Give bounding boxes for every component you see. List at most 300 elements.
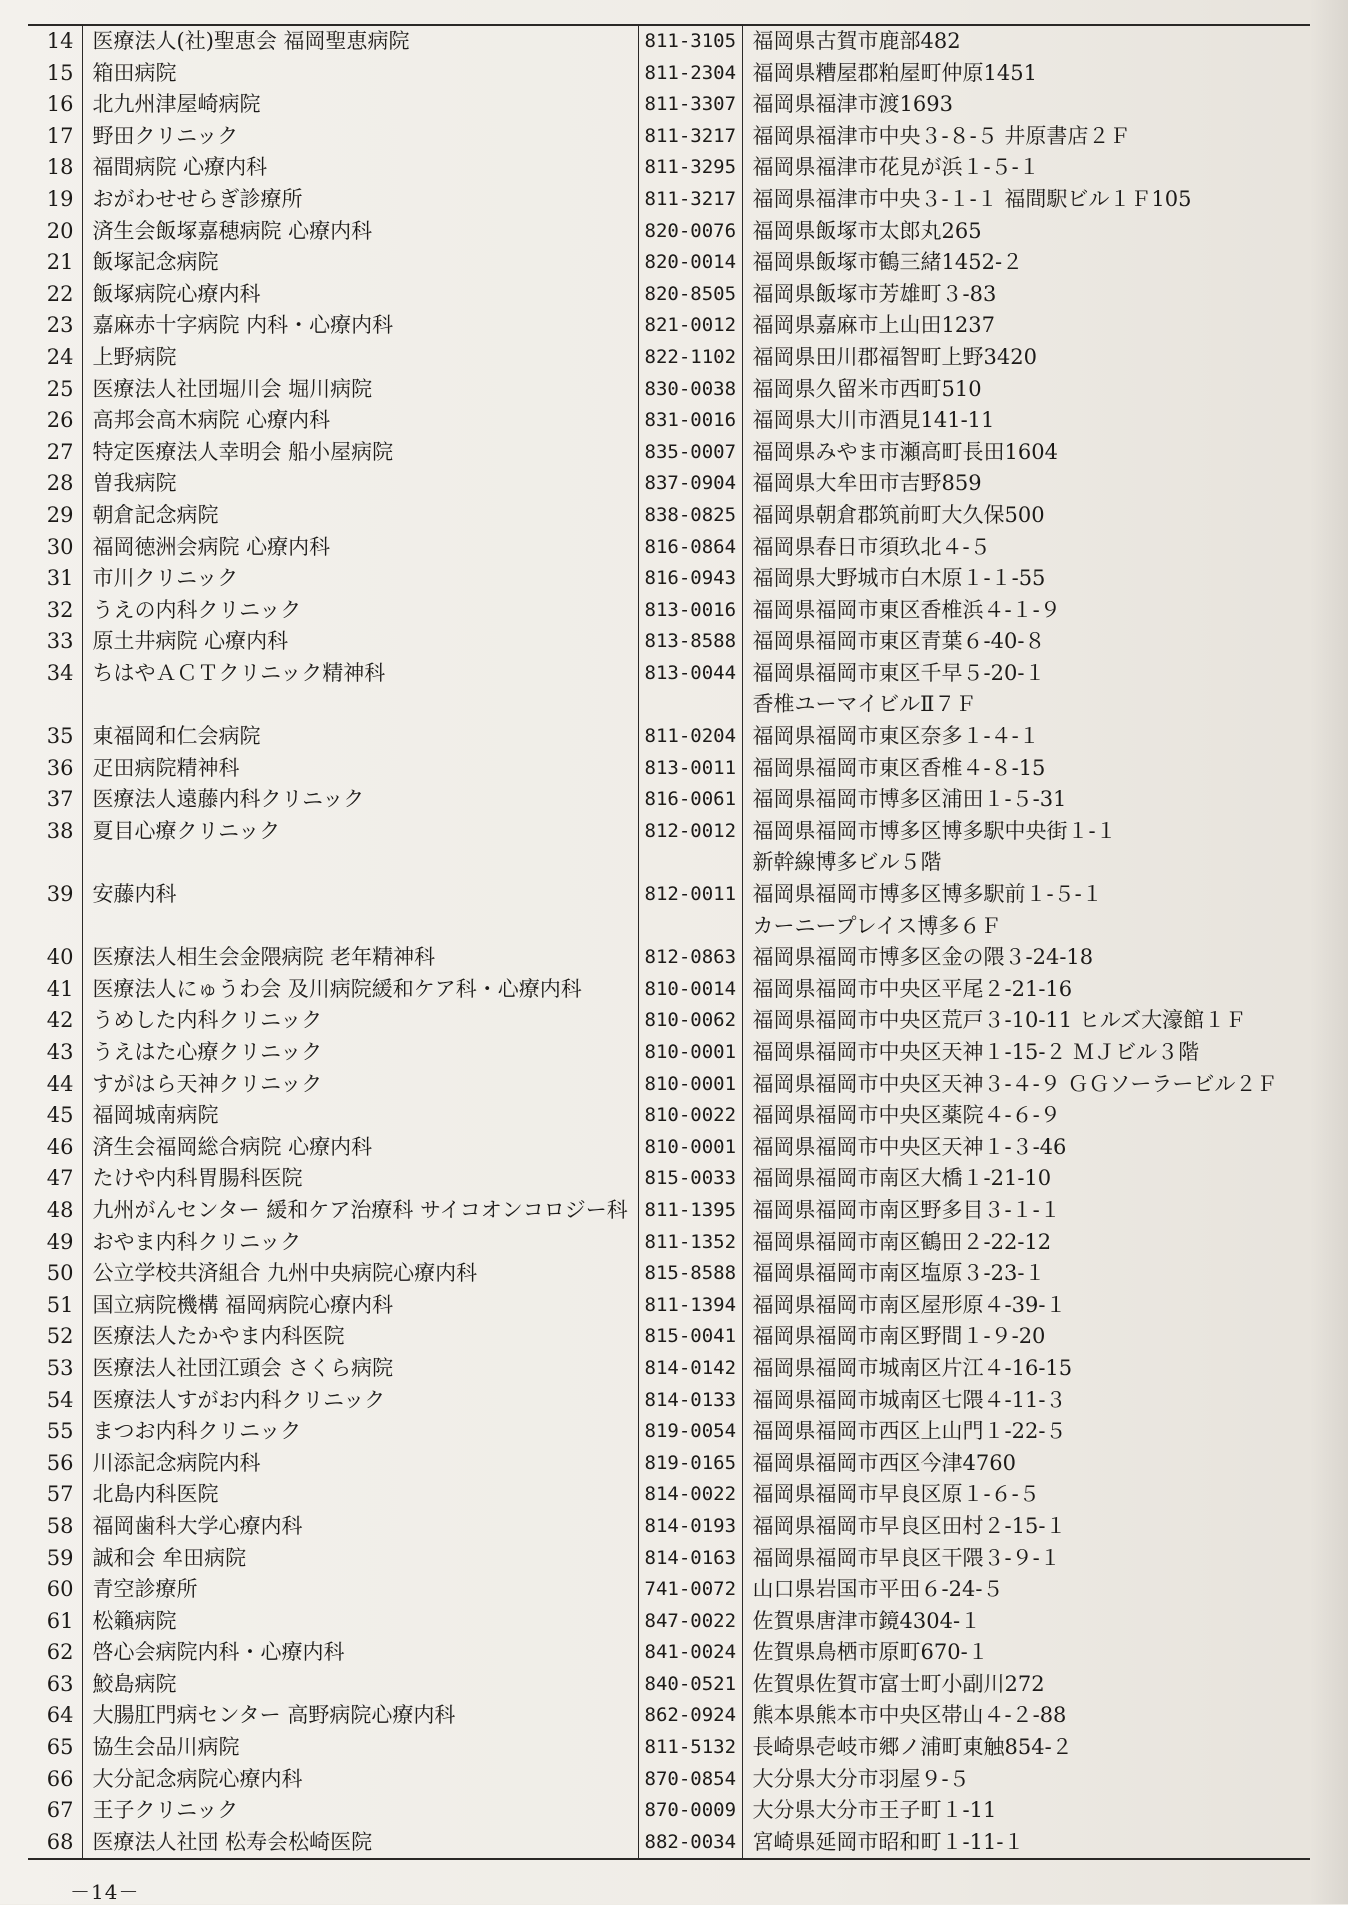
postal-code: 815-0033 bbox=[638, 1163, 742, 1195]
address bbox=[742, 1163, 1310, 1195]
address bbox=[742, 468, 1310, 500]
table-row bbox=[28, 247, 1310, 279]
table-row bbox=[28, 184, 1310, 216]
row-number: 20 bbox=[28, 216, 82, 248]
clinic-name: 原土井病院 心療内科 bbox=[82, 626, 638, 658]
row-number: 48 bbox=[28, 1195, 82, 1227]
table-row bbox=[28, 1416, 1310, 1448]
address-line-1: 福岡県福岡市早良区田村２-15-１ bbox=[752, 1513, 1067, 1538]
address bbox=[742, 1321, 1310, 1353]
address bbox=[742, 532, 1310, 564]
clinic-name: 市川クリニック bbox=[82, 563, 638, 595]
clinic-name: 野田クリニック bbox=[82, 121, 638, 153]
postal-code: 870-0009 bbox=[638, 1795, 742, 1827]
address-line-1: 福岡県福岡市中央区平尾２-21-16 bbox=[752, 976, 1073, 1001]
address-line-1: 長崎県壱岐市郷ノ浦町東触854-２ bbox=[752, 1735, 1073, 1760]
clinic-name: 福岡歯科大学心療内科 bbox=[82, 1511, 638, 1543]
row-number: 30 bbox=[28, 532, 82, 564]
clinic-name: 松籟病院 bbox=[82, 1606, 638, 1638]
postal-code: 822-1102 bbox=[638, 342, 742, 374]
address-line-1: 福岡県糟屋郡粕屋町仲原1451 bbox=[752, 60, 1037, 85]
table-row bbox=[28, 595, 1310, 627]
address bbox=[742, 89, 1310, 121]
clinic-name: 誠和会 牟田病院 bbox=[82, 1543, 638, 1575]
address-line-1: 福岡県福岡市中央区天神３-４-９ ＧＧソーラービル２Ｆ bbox=[752, 1071, 1278, 1096]
postal-code: 830-0038 bbox=[638, 374, 742, 406]
address bbox=[742, 563, 1310, 595]
postal-code: 811-1394 bbox=[638, 1290, 742, 1322]
postal-code: 813-0044 bbox=[638, 658, 742, 721]
address-line-1: 福岡県飯塚市芳雄町３-83 bbox=[752, 281, 997, 306]
address-line-2: 新幹線博多ビル５階 bbox=[752, 850, 942, 875]
postal-code: 831-0016 bbox=[638, 405, 742, 437]
row-number: 51 bbox=[28, 1290, 82, 1322]
table-row bbox=[28, 374, 1310, 406]
row-number: 18 bbox=[28, 152, 82, 184]
address-line-1: 福岡県みやま市瀬高町長田1604 bbox=[752, 439, 1058, 464]
postal-code: 814-0142 bbox=[638, 1353, 742, 1385]
address-line-1: 福岡県福岡市博多区博多駅前１-５-１ bbox=[752, 882, 1103, 907]
address-line-1: 福岡県飯塚市太郎丸265 bbox=[752, 218, 982, 243]
clinic-name: 疋田病院精神科 bbox=[82, 753, 638, 785]
clinic-name: 川添記念病院内科 bbox=[82, 1448, 638, 1480]
address bbox=[742, 310, 1310, 342]
clinic-name: おやま内科クリニック bbox=[82, 1227, 638, 1259]
address bbox=[742, 279, 1310, 311]
address bbox=[742, 1669, 1310, 1701]
table-row bbox=[28, 1827, 1310, 1859]
clinic-name: 大分記念病院心療内科 bbox=[82, 1764, 638, 1796]
address-line-1: 福岡県福岡市南区野間１-９-20 bbox=[752, 1324, 1046, 1349]
address-line-1: 福岡県福岡市東区香椎４-８-15 bbox=[752, 755, 1046, 780]
address bbox=[742, 753, 1310, 785]
address bbox=[742, 626, 1310, 658]
table-row bbox=[28, 1353, 1310, 1385]
postal-code: 811-3307 bbox=[638, 89, 742, 121]
address-line-1: 福岡県福岡市博多区金の隈３-24-18 bbox=[752, 945, 1094, 970]
address-line-1: 福岡県春日市須玖北４-５ bbox=[752, 534, 991, 559]
address bbox=[742, 121, 1310, 153]
address-line-1: 福岡県福岡市東区香椎浜４-１-９ bbox=[752, 597, 1061, 622]
postal-code: 811-3217 bbox=[638, 121, 742, 153]
clinic-name: 嘉麻赤十字病院 内科・心療内科 bbox=[82, 310, 638, 342]
postal-code: 813-0016 bbox=[638, 595, 742, 627]
clinic-name: うえの内科クリニック bbox=[82, 595, 638, 627]
address bbox=[742, 1543, 1310, 1575]
clinic-name: 飯塚記念病院 bbox=[82, 247, 638, 279]
postal-code: 840-0521 bbox=[638, 1669, 742, 1701]
row-number: 31 bbox=[28, 563, 82, 595]
postal-code: 812-0863 bbox=[638, 942, 742, 974]
table-row bbox=[28, 1795, 1310, 1827]
clinic-name: 朝倉記念病院 bbox=[82, 500, 638, 532]
row-number: 45 bbox=[28, 1100, 82, 1132]
row-number: 54 bbox=[28, 1385, 82, 1417]
row-number: 59 bbox=[28, 1543, 82, 1575]
address bbox=[742, 658, 1310, 721]
clinic-name: 青空診療所 bbox=[82, 1574, 638, 1606]
postal-code: 862-0924 bbox=[638, 1700, 742, 1732]
table-row bbox=[28, 1700, 1310, 1732]
address-line-1: 福岡県福岡市南区大橋１-21-10 bbox=[752, 1166, 1052, 1191]
table-row bbox=[28, 405, 1310, 437]
table-row bbox=[28, 753, 1310, 785]
table-row bbox=[28, 974, 1310, 1006]
address bbox=[742, 1258, 1310, 1290]
postal-code: 819-0054 bbox=[638, 1416, 742, 1448]
address bbox=[742, 1606, 1310, 1638]
address-line-1: 福岡県福岡市城南区七隈４-11-３ bbox=[752, 1387, 1067, 1412]
postal-code: 811-1395 bbox=[638, 1195, 742, 1227]
table-row bbox=[28, 1100, 1310, 1132]
address bbox=[742, 1479, 1310, 1511]
address-line-1: 福岡県福津市中央３-８-５ 井原書店２Ｆ bbox=[752, 123, 1131, 148]
address-line-2: 香椎ユーマイビルⅡ７Ｆ bbox=[752, 692, 977, 717]
address-line-1: 福岡県福岡市南区鶴田２-22-12 bbox=[752, 1229, 1052, 1254]
table-row bbox=[28, 310, 1310, 342]
table-row bbox=[28, 89, 1310, 121]
clinic-name: 北九州津屋崎病院 bbox=[82, 89, 638, 121]
address bbox=[742, 974, 1310, 1006]
row-number: 52 bbox=[28, 1321, 82, 1353]
postal-code: 815-0041 bbox=[638, 1321, 742, 1353]
address-line-1: 福岡県福岡市博多区博多駅中央街１-１ bbox=[752, 818, 1117, 843]
clinic-name: 九州がんセンター 緩和ケア治療科 サイコオンコロジー科 bbox=[82, 1195, 638, 1227]
clinic-name: おがわせせらぎ診療所 bbox=[82, 184, 638, 216]
postal-code: 814-0133 bbox=[638, 1385, 742, 1417]
clinic-name: 東福岡和仁会病院 bbox=[82, 721, 638, 753]
postal-code: 870-0854 bbox=[638, 1764, 742, 1796]
postal-code: 837-0904 bbox=[638, 468, 742, 500]
table-row bbox=[28, 879, 1310, 942]
row-number: 21 bbox=[28, 247, 82, 279]
table-row bbox=[28, 1479, 1310, 1511]
row-number: 34 bbox=[28, 658, 82, 721]
address-line-1: 福岡県福岡市東区奈多１-４-１ bbox=[752, 724, 1040, 749]
clinic-name: 箱田病院 bbox=[82, 58, 638, 90]
clinic-name: 福間病院 心療内科 bbox=[82, 152, 638, 184]
row-number: 35 bbox=[28, 721, 82, 753]
address bbox=[742, 879, 1310, 942]
table-row bbox=[28, 1258, 1310, 1290]
table-row bbox=[28, 1574, 1310, 1606]
postal-code: 814-0163 bbox=[638, 1543, 742, 1575]
address bbox=[742, 152, 1310, 184]
row-number: 42 bbox=[28, 1005, 82, 1037]
postal-code: 814-0193 bbox=[638, 1511, 742, 1543]
row-number: 47 bbox=[28, 1163, 82, 1195]
row-number: 60 bbox=[28, 1574, 82, 1606]
table-row bbox=[28, 1321, 1310, 1353]
row-number: 40 bbox=[28, 942, 82, 974]
postal-code: 811-3295 bbox=[638, 152, 742, 184]
table-row bbox=[28, 1005, 1310, 1037]
clinic-table bbox=[28, 24, 1310, 1860]
address bbox=[742, 1764, 1310, 1796]
address-line-1: 佐賀県佐賀市富士町小副川272 bbox=[752, 1671, 1045, 1696]
address-line-1: 福岡県大川市酒見141-11 bbox=[752, 408, 995, 433]
address-line-1: 福岡県福岡市城南区片江４-16-15 bbox=[752, 1355, 1073, 1380]
table-row bbox=[28, 1511, 1310, 1543]
row-number: 27 bbox=[28, 437, 82, 469]
clinic-name: 特定医療法人幸明会 船小屋病院 bbox=[82, 437, 638, 469]
postal-code: 811-3105 bbox=[638, 26, 742, 58]
row-number: 49 bbox=[28, 1227, 82, 1259]
address bbox=[742, 500, 1310, 532]
address-line-1: 福岡県福岡市中央区天神１-15-２ ＭＪビル３階 bbox=[752, 1040, 1200, 1064]
postal-code: 811-0204 bbox=[638, 721, 742, 753]
clinic-name: 医療法人すがお内科クリニック bbox=[82, 1385, 638, 1417]
address bbox=[742, 1005, 1310, 1037]
address bbox=[742, 595, 1310, 627]
postal-code: 741-0072 bbox=[638, 1574, 742, 1606]
clinic-name: 医療法人社団 松寿会松崎医院 bbox=[82, 1827, 638, 1859]
table-row bbox=[28, 1606, 1310, 1638]
table-row bbox=[28, 1132, 1310, 1164]
postal-code: 816-0061 bbox=[638, 784, 742, 816]
clinic-name: 医療法人相生会金隈病院 老年精神科 bbox=[82, 942, 638, 974]
address bbox=[742, 1511, 1310, 1543]
address-line-1: 福岡県大牟田市吉野859 bbox=[752, 471, 982, 496]
row-number: 38 bbox=[28, 816, 82, 879]
table-row bbox=[28, 721, 1310, 753]
address bbox=[742, 374, 1310, 406]
table-row bbox=[28, 1069, 1310, 1101]
address-line-1: 福岡県福岡市博多区浦田１-５-31 bbox=[752, 787, 1067, 812]
clinic-name: 済生会飯塚嘉穂病院 心療内科 bbox=[82, 216, 638, 248]
address-line-1: 熊本県熊本市中央区帯山４-２-88 bbox=[752, 1703, 1067, 1728]
row-number: 26 bbox=[28, 405, 82, 437]
table-row bbox=[28, 152, 1310, 184]
clinic-name: 福岡徳洲会病院 心療内科 bbox=[82, 532, 638, 564]
row-number: 36 bbox=[28, 753, 82, 785]
clinic-name: 国立病院機構 福岡病院心療内科 bbox=[82, 1290, 638, 1322]
address-line-1: 福岡県福津市渡1693 bbox=[752, 92, 953, 117]
row-number: 37 bbox=[28, 784, 82, 816]
address bbox=[742, 1100, 1310, 1132]
postal-code: 882-0034 bbox=[638, 1827, 742, 1859]
clinic-name: 協生会品川病院 bbox=[82, 1732, 638, 1764]
postal-code: 835-0007 bbox=[638, 437, 742, 469]
row-number: 24 bbox=[28, 342, 82, 374]
row-number: 14 bbox=[28, 26, 82, 58]
row-number: 22 bbox=[28, 279, 82, 311]
clinic-name: すがはら天神クリニック bbox=[82, 1069, 638, 1101]
row-number: 17 bbox=[28, 121, 82, 153]
clinic-name: 大腸肛門病センター 高野病院心療内科 bbox=[82, 1700, 638, 1732]
postal-code: 815-8588 bbox=[638, 1258, 742, 1290]
address-line-1: 福岡県福岡市東区青葉６-40-８ bbox=[752, 629, 1046, 654]
postal-code: 816-0943 bbox=[638, 563, 742, 595]
address bbox=[742, 816, 1310, 879]
row-number: 25 bbox=[28, 374, 82, 406]
address bbox=[742, 1448, 1310, 1480]
address bbox=[742, 1195, 1310, 1227]
postal-code: 820-0076 bbox=[638, 216, 742, 248]
address-line-1: 大分県大分市羽屋９-５ bbox=[752, 1766, 970, 1791]
clinic-name: まつお内科クリニック bbox=[82, 1416, 638, 1448]
postal-code: 813-0011 bbox=[638, 753, 742, 785]
postal-code: 810-0062 bbox=[638, 1005, 742, 1037]
row-number: 61 bbox=[28, 1606, 82, 1638]
clinic-name: 医療法人(社)聖恵会 福岡聖恵病院 bbox=[82, 26, 638, 58]
clinic-name: 医療法人社団堀川会 堀川病院 bbox=[82, 374, 638, 406]
table-row bbox=[28, 26, 1310, 58]
address-line-1: 福岡県田川郡福智町上野3420 bbox=[752, 344, 1037, 369]
table-row bbox=[28, 532, 1310, 564]
address-line-1: 大分県大分市王子町１-11 bbox=[752, 1798, 997, 1823]
address-line-1: 福岡県福岡市南区屋形原４-39-１ bbox=[752, 1292, 1067, 1317]
address bbox=[742, 784, 1310, 816]
address-line-1: 宮崎県延岡市昭和町１-11-１ bbox=[752, 1829, 1025, 1854]
address-line-1: 福岡県古賀市鹿部482 bbox=[752, 29, 961, 53]
clinic-name: 医療法人遠藤内科クリニック bbox=[82, 784, 638, 816]
row-number: 41 bbox=[28, 974, 82, 1006]
postal-code: 841-0024 bbox=[638, 1637, 742, 1669]
postal-code: 812-0012 bbox=[638, 816, 742, 879]
address bbox=[742, 58, 1310, 90]
row-number: 68 bbox=[28, 1827, 82, 1859]
clinic-name: 高邦会高木病院 心療内科 bbox=[82, 405, 638, 437]
address bbox=[742, 721, 1310, 753]
address bbox=[742, 1416, 1310, 1448]
table-row bbox=[28, 784, 1310, 816]
address bbox=[742, 1069, 1310, 1101]
address-line-1: 福岡県福岡市早良区干隈３-９-１ bbox=[752, 1545, 1061, 1570]
clinic-name: ちはやＡＣＴクリニック精神科 bbox=[82, 658, 638, 721]
row-number: 32 bbox=[28, 595, 82, 627]
address bbox=[742, 1037, 1310, 1069]
table-row bbox=[28, 121, 1310, 153]
clinic-name: 医療法人にゅうわ会 及川病院緩和ケア科・心療内科 bbox=[82, 974, 638, 1006]
page-edge-shadow bbox=[1310, 0, 1348, 1904]
row-number: 16 bbox=[28, 89, 82, 121]
table-row bbox=[28, 1037, 1310, 1069]
postal-code: 820-0014 bbox=[638, 247, 742, 279]
clinic-name: 曽我病院 bbox=[82, 468, 638, 500]
table-row bbox=[28, 816, 1310, 879]
clinic-name: 医療法人社団江頭会 さくら病院 bbox=[82, 1353, 638, 1385]
row-number: 62 bbox=[28, 1637, 82, 1669]
table-row bbox=[28, 216, 1310, 248]
address bbox=[742, 1700, 1310, 1732]
address-line-1: 福岡県福岡市西区今津4760 bbox=[752, 1450, 1016, 1475]
address-line-1: 佐賀県鳥栖市原町670-１ bbox=[752, 1640, 989, 1665]
table-row bbox=[28, 1543, 1310, 1575]
postal-code: 810-0001 bbox=[638, 1037, 742, 1069]
clinic-table-body bbox=[28, 26, 1310, 1858]
postal-code: 810-0022 bbox=[638, 1100, 742, 1132]
address bbox=[742, 1827, 1310, 1859]
table-row bbox=[28, 1732, 1310, 1764]
address-line-1: 福岡県福津市花見が浜１-５-１ bbox=[752, 155, 1040, 180]
address bbox=[742, 26, 1310, 58]
page-number: －14－ bbox=[70, 1880, 140, 1904]
table-row bbox=[28, 942, 1310, 974]
address-line-1: 福岡県大野城市白木原１-１-55 bbox=[752, 566, 1046, 591]
row-number: 46 bbox=[28, 1132, 82, 1164]
table-row bbox=[28, 1669, 1310, 1701]
postal-code: 811-5132 bbox=[638, 1732, 742, 1764]
address bbox=[742, 1732, 1310, 1764]
postal-code: 821-0012 bbox=[638, 310, 742, 342]
address bbox=[742, 1385, 1310, 1417]
row-number: 57 bbox=[28, 1479, 82, 1511]
table-row bbox=[28, 437, 1310, 469]
clinic-name: 福岡城南病院 bbox=[82, 1100, 638, 1132]
table-row bbox=[28, 342, 1310, 374]
postal-code: 838-0825 bbox=[638, 500, 742, 532]
address bbox=[742, 405, 1310, 437]
address-line-2: カーニープレイス博多６Ｆ bbox=[752, 913, 1002, 938]
table-row bbox=[28, 1637, 1310, 1669]
postal-code: 812-0011 bbox=[638, 879, 742, 942]
clinic-name: 王子クリニック bbox=[82, 1795, 638, 1827]
row-number: 55 bbox=[28, 1416, 82, 1448]
address-line-1: 福岡県飯塚市鶴三緒1452-２ bbox=[752, 250, 1024, 275]
row-number: 64 bbox=[28, 1700, 82, 1732]
clinic-name: 飯塚病院心療内科 bbox=[82, 279, 638, 311]
address bbox=[742, 342, 1310, 374]
table-row bbox=[28, 279, 1310, 311]
clinic-name: うめした内科クリニック bbox=[82, 1005, 638, 1037]
postal-code: 813-8588 bbox=[638, 626, 742, 658]
postal-code: 814-0022 bbox=[638, 1479, 742, 1511]
address-line-1: 山口県岩国市平田６-24-５ bbox=[752, 1577, 1004, 1602]
row-number: 58 bbox=[28, 1511, 82, 1543]
row-number: 29 bbox=[28, 500, 82, 532]
postal-code: 819-0165 bbox=[638, 1448, 742, 1480]
postal-code: 811-2304 bbox=[638, 58, 742, 90]
clinic-name: たけや内科胃腸科医院 bbox=[82, 1163, 638, 1195]
clinic-name: 安藤内科 bbox=[82, 879, 638, 942]
row-number: 53 bbox=[28, 1353, 82, 1385]
address bbox=[742, 1132, 1310, 1164]
address bbox=[742, 184, 1310, 216]
row-number: 44 bbox=[28, 1069, 82, 1101]
address-line-1: 福岡県嘉麻市上山田1237 bbox=[752, 313, 995, 338]
row-number: 65 bbox=[28, 1732, 82, 1764]
row-number: 50 bbox=[28, 1258, 82, 1290]
address bbox=[742, 1637, 1310, 1669]
address-line-1: 福岡県久留米市西町510 bbox=[752, 376, 982, 401]
address bbox=[742, 1227, 1310, 1259]
address-line-1: 福岡県福岡市中央区荒戸３-10-11 ヒルズ大濠館１Ｆ bbox=[752, 1008, 1247, 1033]
postal-code: 816-0864 bbox=[638, 532, 742, 564]
row-number: 39 bbox=[28, 879, 82, 942]
row-number: 19 bbox=[28, 184, 82, 216]
postal-code: 811-3217 bbox=[638, 184, 742, 216]
address-line-1: 福岡県福津市中央３-１-１ 福間駅ビル１Ｆ105 bbox=[752, 186, 1192, 211]
table-row bbox=[28, 1290, 1310, 1322]
table-row bbox=[28, 1385, 1310, 1417]
address-line-1: 福岡県福岡市南区塩原３-23-１ bbox=[752, 1261, 1046, 1286]
address bbox=[742, 437, 1310, 469]
postal-code: 811-1352 bbox=[638, 1227, 742, 1259]
clinic-name: 啓心会病院内科・心療内科 bbox=[82, 1637, 638, 1669]
table-row bbox=[28, 500, 1310, 532]
table-row bbox=[28, 1163, 1310, 1195]
address bbox=[742, 1574, 1310, 1606]
address-line-1: 福岡県福岡市東区千早５-20-１ bbox=[752, 660, 1046, 685]
row-number: 28 bbox=[28, 468, 82, 500]
address-line-1: 佐賀県唐津市鏡4304-１ bbox=[752, 1608, 982, 1633]
clinic-name: 鮫島病院 bbox=[82, 1669, 638, 1701]
address-line-1: 福岡県福岡市中央区薬院４-６-９ bbox=[752, 1103, 1061, 1128]
table-row bbox=[28, 658, 1310, 721]
postal-code: 847-0022 bbox=[638, 1606, 742, 1638]
postal-code: 810-0001 bbox=[638, 1132, 742, 1164]
